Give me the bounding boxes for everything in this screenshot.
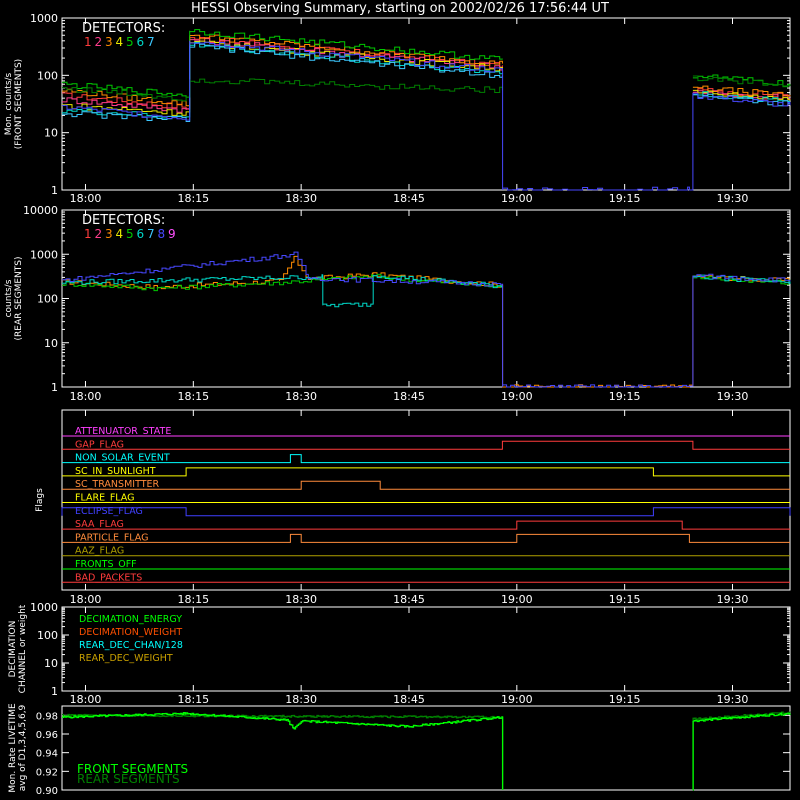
decimation-legend-3: REAR_DEC_CHAN/128 [79, 640, 183, 651]
flag-saa-flag-line [62, 521, 790, 529]
flag-particle-flag-label: PARTICLE_FLAG [75, 532, 149, 544]
livetime-y-tick-label: 0.94 [35, 748, 58, 760]
flag-aaz-flag-label: AAZ_FLAG [75, 545, 125, 557]
flag-non-solar-event-line [62, 452, 790, 464]
decimation-y-axis-label: CHANNEL or weight [18, 604, 28, 694]
rear-legend-detector-7: 7 [147, 227, 155, 241]
decimation-x-tick-label: 18:00 [69, 693, 102, 706]
front-legend-detector-3: 3 [105, 35, 113, 49]
front-x-tick-label: 19:30 [716, 192, 749, 205]
flag-sc-transmitter-label: SC_TRANSMITTER [75, 479, 160, 491]
rear-x-tick-label: 18:00 [69, 390, 102, 403]
livetime-panel [8, 703, 790, 797]
flags-x-tick-label: 18:15 [177, 593, 210, 606]
livetime-y-tick-label: 0.98 [35, 711, 58, 723]
front-y-axis-label: Mon. counts/s [4, 72, 14, 136]
front-legend-title: DETECTORS: [82, 21, 166, 36]
flags-frame [62, 410, 790, 590]
decimation-x-tick-label: 19:00 [500, 693, 533, 706]
front-series-2-line [62, 38, 502, 112]
decimation-x-tick-label: 18:15 [177, 693, 210, 706]
chart-title: HESSI Observing Summary, starting on 2002/02/26 17:56:44 UT [191, 1, 609, 16]
flags-x-tick-label: 18:30 [285, 593, 318, 606]
flags-x-tick-label: 18:00 [69, 593, 102, 606]
decimation-y-tick-label: 1000 [30, 601, 58, 614]
rear-y-tick-label: 100 [37, 292, 58, 306]
livetime-y-tick-label: 0.96 [35, 730, 58, 741]
front-legend-detector-4: 4 [115, 35, 124, 49]
front-legend-detector-1: 1 [84, 35, 92, 49]
flags-panel [35, 410, 790, 606]
livetime-series-2-line [693, 712, 790, 790]
rear-legend-detector-6: 6 [136, 227, 145, 241]
flag-saa-flag-label: SAA_FLAG [75, 519, 124, 531]
flag-gap-flag-line [62, 441, 790, 449]
decimation-x-tick-label: 18:30 [285, 693, 318, 706]
front-x-tick-label: 18:15 [177, 192, 210, 205]
flags-x-tick-label: 19:00 [500, 593, 533, 606]
rear-segments-panel [4, 204, 790, 403]
rear-legend-title: DETECTORS: [82, 213, 166, 228]
decimation-x-tick-label: 18:45 [393, 693, 425, 706]
flag-flare-flag-label: FLARE_FLAG [75, 492, 135, 504]
flag-sc-in-sunlight-label: SC_IN_SUNLIGHT [75, 465, 156, 477]
rear-legend-detector-1: 1 [84, 227, 92, 241]
decimation-x-tick-label: 19:15 [608, 693, 641, 706]
decimation-panel [8, 601, 790, 706]
front-series-8-line [62, 79, 502, 101]
front-x-tick-label: 18:30 [285, 192, 318, 205]
livetime-y-axis-label: avg of D1,3,4,5,6,9 [18, 704, 28, 792]
flag-fronts-off-label: FRONTS_OFF [75, 559, 137, 570]
decimation-y-axis-label: DECIMATION [8, 620, 18, 678]
rear-y-axis-label: (REAR SEGMENTS) [14, 256, 24, 341]
flags-y-axis-label: Flags [35, 488, 45, 512]
rear-y-tick-label: 10000 [23, 204, 58, 217]
rear-x-tick-label: 19:15 [608, 390, 641, 403]
flag-non-solar-event-label: NON_SOLAR_EVENT [75, 452, 170, 464]
flag-sc-transmitter-line [62, 481, 790, 489]
flag-attenuator-state-label: ATTENUATOR_STATE [75, 426, 172, 437]
rear-y-tick-label: 10 [44, 336, 58, 350]
front-legend-detector-2: 2 [94, 35, 103, 49]
rear-x-tick-label: 18:15 [177, 390, 210, 403]
rear-legend-detector-3: 3 [105, 227, 113, 241]
decimation-legend-2: DECIMATION_WEIGHT [79, 627, 183, 638]
flags-x-tick-label: 19:15 [608, 593, 641, 606]
front-legend-detector-7: 7 [147, 35, 155, 49]
flag-eclipse-flag-line [62, 505, 790, 517]
flags-x-tick-label: 18:45 [393, 593, 425, 606]
front-segments-panel [4, 12, 790, 205]
front-x-tick-label: 19:00 [500, 192, 533, 205]
front-legend-detector-5: 5 [126, 35, 134, 49]
decimation-legend-4: REAR_DEC_WEIGHT [79, 653, 173, 664]
front-legend-detector-6: 6 [136, 35, 145, 49]
rear-x-tick-label: 18:45 [393, 390, 425, 403]
flag-bad-packets-label: BAD_PACKETS [75, 572, 143, 584]
flag-sc-in-sunlight-line [62, 465, 790, 477]
rear-legend-detector-8: 8 [157, 227, 166, 241]
front-x-tick-label: 19:15 [608, 192, 641, 205]
rear-x-tick-label: 19:30 [716, 390, 749, 403]
decimation-y-tick-label: 10 [44, 657, 58, 670]
livetime-legend-2: REAR SEGMENTS [77, 772, 180, 786]
rear-legend-detector-9: 9 [168, 227, 176, 241]
rear-series-2-line [62, 274, 502, 290]
flag-gap-flag-label: GAP_FLAG [75, 439, 125, 451]
front-y-tick-label: 1 [51, 184, 58, 197]
rear-x-tick-label: 19:00 [500, 390, 533, 403]
rear-y-tick-label: 1000 [30, 248, 58, 262]
decimation-legend-1: DECIMATION_ENERGY [79, 614, 183, 625]
rear-x-tick-label: 18:30 [285, 390, 318, 403]
livetime-y-tick-label: 0.90 [35, 786, 58, 797]
livetime-series-1-line [693, 713, 790, 790]
livetime-legend-1: FRONT SEGMENTS [77, 762, 189, 776]
front-x-tick-label: 18:45 [393, 192, 425, 205]
front-y-axis-label: (FRONT SEGMENTS) [14, 58, 24, 150]
flag-eclipse-flag-label: ECLIPSE_FLAG [75, 505, 143, 517]
flag-particle-flag-line [62, 534, 790, 542]
flags-x-tick-label: 19:30 [716, 593, 749, 606]
front-y-tick-label: 100 [37, 69, 58, 83]
front-y-tick-label: 10 [44, 126, 58, 140]
decimation-y-tick-label: 100 [37, 629, 58, 642]
decimation-x-tick-label: 19:30 [716, 693, 749, 706]
livetime-y-axis-label: Mon. Rate LIVETIME [8, 703, 18, 793]
rear-y-axis-label: counts/s [4, 279, 14, 318]
livetime-y-tick-label: 0.92 [35, 767, 58, 779]
rear-legend-detector-2: 2 [94, 227, 103, 241]
front-series-9-line [62, 41, 790, 190]
rear-series-1-line [62, 256, 790, 387]
front-y-tick-label: 1000 [30, 12, 58, 25]
front-x-tick-label: 18:00 [69, 192, 102, 205]
rear-legend-detector-4: 4 [115, 227, 124, 241]
decimation-y-tick-label: 1 [51, 685, 58, 698]
rear-y-tick-label: 1 [51, 381, 58, 394]
rear-series-4-line [62, 252, 790, 387]
rear-legend-detector-5: 5 [126, 227, 134, 241]
